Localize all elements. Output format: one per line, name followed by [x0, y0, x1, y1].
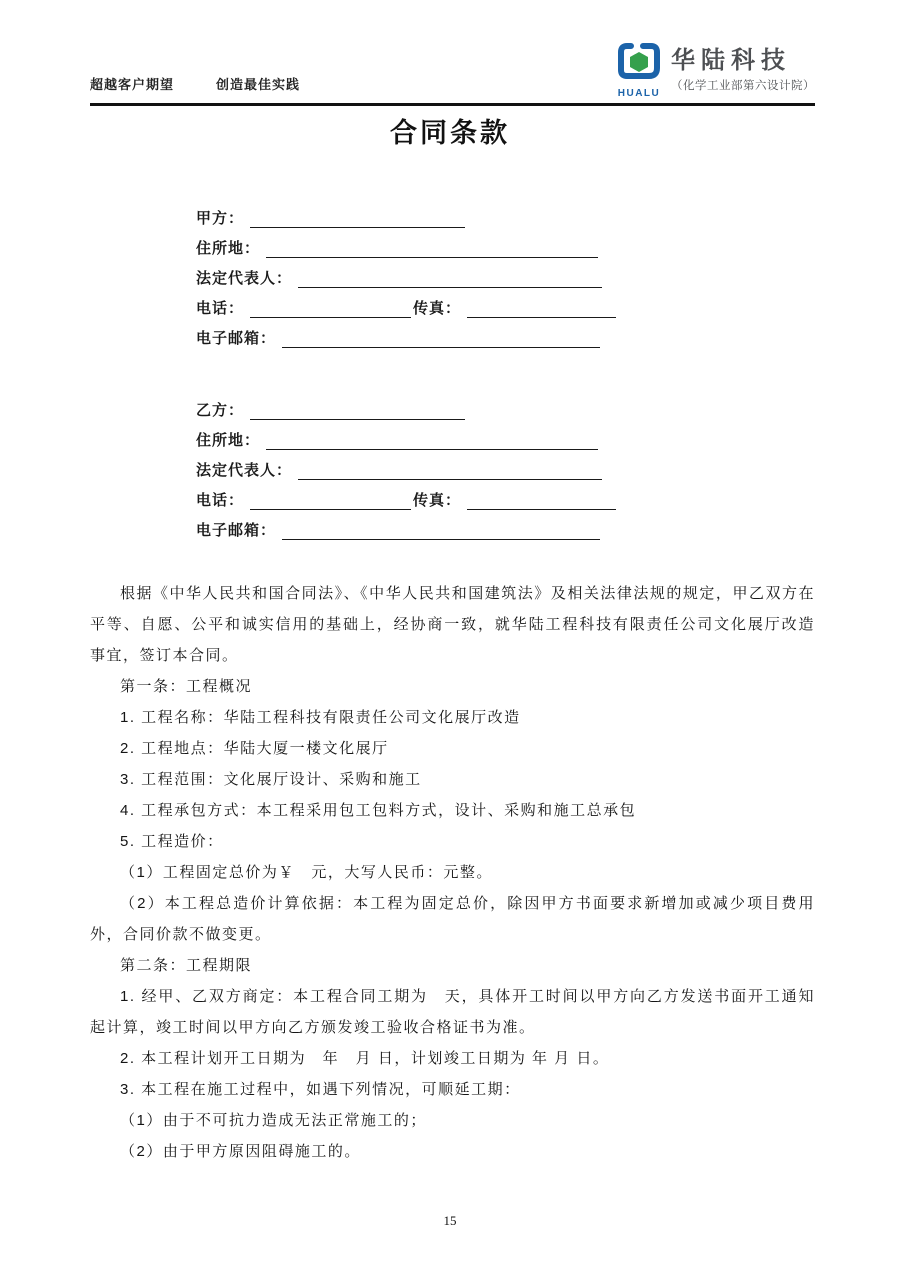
article-1-item-2: 2. 工程地点：华陆大厦一楼文化展厅: [120, 740, 389, 757]
article-1-item-3: 3. 工程范围：文化展厅设计、采购和施工: [120, 771, 422, 788]
party-b-label: 乙方：: [196, 402, 245, 419]
article-1-subitem-1: （1）工程固定总价为￥ 元，大写人民币：元整。: [120, 864, 493, 881]
party-a-legal-rep-label: 法定代表人：: [196, 270, 293, 287]
article-2-item-1: 1. 经甲、乙双方商定：本工程合同工期为 天，具体开工时间以甲方向乙方发送书面开工通知起计算，竣工时间以甲方向乙方颁发竣工验收合格证书为准。: [90, 988, 815, 1036]
party-b-phone-label: 电话：: [196, 492, 245, 509]
logo-wordmark: HUALU: [617, 88, 661, 99]
party-a-phone-line: [250, 299, 411, 318]
party-a-phone-label: 电话：: [196, 300, 245, 317]
party-b-phone-line: [250, 491, 411, 510]
article-1-item-1: 1. 工程名称：华陆工程科技有限责任公司文化展厅改造: [120, 709, 521, 726]
party-a-address-line: [266, 239, 598, 258]
header-divider: [90, 103, 815, 106]
brand-subtitle: （化学工业部第六设计院）: [671, 80, 815, 93]
party-a-email-label: 电子邮箱：: [196, 330, 277, 347]
party-b-legal-rep-line: [298, 461, 602, 480]
article-2-subitem-2: （2）由于甲方原因阻碍施工的。: [120, 1143, 361, 1160]
article-1-heading: 第一条：工程概况: [120, 678, 253, 695]
party-b-name-line: [250, 401, 465, 420]
party-a-email-line: [282, 329, 600, 348]
party-b-email-label: 电子邮箱：: [196, 522, 277, 539]
preamble-paragraph: 根据《中华人民共和国合同法》、《中华人民共和国建筑法》及相关法律法规的规定，甲乙双方在平等、自愿、公平和诚实信用的基础上，经协商一致，就华陆工程科技有限责任公司文化展厅改造事宜，签订本合同。: [90, 585, 815, 664]
article-2-item-3: 3. 本工程在施工过程中，如遇下列情况，可顺延工期：: [120, 1081, 521, 1098]
page-title: 合同条款: [390, 118, 510, 148]
brand-name: 华陆科技: [671, 46, 791, 74]
party-b-fax-line: [467, 491, 616, 510]
article-1-subitem-2: （2）本工程总造价计算依据：本工程为固定总价，除因甲方书面要求新增加或减少项目费用外，合同价款不做变更。: [90, 895, 815, 943]
party-a-fax-line: [467, 299, 616, 318]
party-b-address-label: 住所地：: [196, 432, 261, 449]
party-a-address-label: 住所地：: [196, 240, 261, 257]
party-b-legal-rep-label: 法定代表人：: [196, 462, 293, 479]
article-1-item-4: 4. 工程承包方式：本工程采用包工包料方式，设计、采购和施工总承包: [120, 802, 637, 819]
party-b-form: [196, 390, 616, 540]
party-b-email-line: [282, 521, 600, 540]
party-a-name-line: [250, 209, 465, 228]
party-a-legal-rep-line: [298, 269, 602, 288]
hualu-logo-icon: [617, 42, 661, 87]
article-1-item-5: 5. 工程造价：: [120, 833, 224, 850]
contract-body: [90, 578, 815, 1167]
slogan-left: 超越客户期望: [90, 77, 175, 92]
page-number: 15: [443, 1213, 457, 1228]
party-a-label: 甲方：: [196, 210, 245, 227]
page-header: [90, 0, 815, 103]
party-b-address-line: [266, 431, 598, 450]
party-b-fax-label: 传真：: [412, 492, 461, 509]
article-2-subitem-1: （1）由于不可抗力造成无法正常施工的；: [120, 1112, 427, 1129]
article-2-heading: 第二条：工程期限: [120, 957, 253, 974]
article-2-item-2: 2. 本工程计划开工日期为 年 月 日，计划竣工日期为 年 月 日。: [120, 1050, 610, 1067]
slogan-right: 创造最佳实践: [216, 77, 301, 92]
company-slogan: [90, 74, 300, 103]
company-logo: [615, 42, 815, 103]
party-a-form: [196, 198, 616, 348]
party-a-fax-label: 传真：: [412, 300, 461, 317]
